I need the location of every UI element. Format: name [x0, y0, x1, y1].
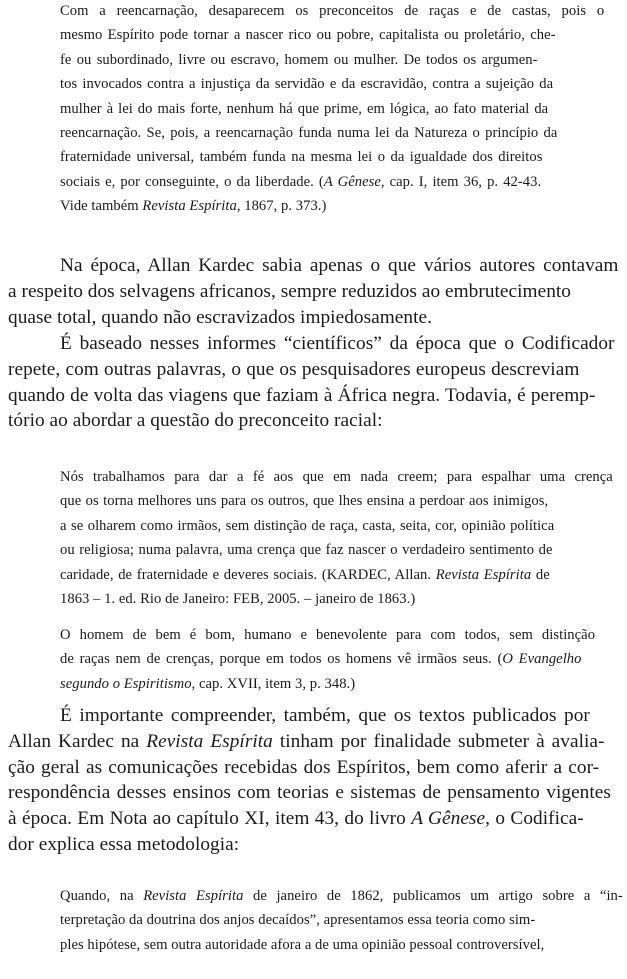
- text-line: ou religiosa; numa palavra, uma crença que faz nascer o verdadeiro sentimento de: [60, 542, 553, 559]
- text-line: ção geral as comunicações recebidas dos Espíritos, bem como aferir a cor-: [8, 756, 600, 778]
- text-line: É importante compreender, também, que os textos publicados por: [60, 705, 590, 726]
- text-line: respondência desses ensinos com teorias e sistemas de pensamento vigentes: [8, 782, 611, 804]
- italic-title: A Gênese: [323, 173, 381, 190]
- text-line: de raças nem de crenças, porque em todos os homens vê irmãos seus. (O Evangelho: [60, 651, 582, 668]
- italic-title: A Gênese: [411, 808, 486, 830]
- text-line: a respeito dos selvagens africanos, sempre reduzidos ao embrutecimento: [8, 280, 571, 302]
- text-line: Allan Kardec na Revista Espírita tinham por finalidade submeter à avalia-: [8, 730, 605, 752]
- text-line: O homem de bem é bom, humano e benevolente para com todos, sem distinção: [60, 627, 596, 643]
- text-line: sociais e, por conseguinte, o da liberdade. (A Gênese, cap. I, item 36, p. 42-43.: [60, 173, 542, 190]
- block-quote-reencarnacao: [60, 0, 604, 219]
- italic-title: Revista Espírita: [142, 198, 237, 215]
- italic-title: segundo o Espiritismo: [60, 675, 192, 692]
- text-line: que os torna melhores uns para os outros, que lhes ensina a perdoar aos inimigos,: [60, 493, 549, 510]
- italic-title: Revista Espírita: [435, 566, 532, 583]
- block-quote-quando-na-revista: [60, 884, 623, 957]
- text-line: Com a reencarnação, desaparecem os preconceitos de raças e de castas, pois o: [60, 3, 605, 19]
- text-line: 1863 – 1. ed. Rio de Janeiro: FEB, 2005. – janeiro de 1863.): [60, 591, 416, 608]
- text-line: Quando, na Revista Espírita de janeiro de 1862, publicamos um artigo sobre a “in-: [60, 888, 623, 904]
- text-line: fe ou subordinado, livre ou escravo, homem ou mulher. De todos os argumen-: [60, 51, 538, 68]
- text-line: tos invocados contra a injustiça da servidão e da escravidão, contra a sujeição da: [60, 76, 554, 93]
- text-line: terpretação da doutrina dos anjos decaídos”, apresentamos essa teoria como sim-: [60, 912, 536, 929]
- paragraph-e-importante: [8, 703, 611, 858]
- text-line: repete, com outras palavras, o que os pesquisadores europeus descreviam: [8, 358, 580, 380]
- text-line: segundo o Espiritismo, cap. XVII, item 3, p. 348.): [60, 675, 356, 692]
- text-line: a se olharem como irmãos, sem distinção de raça, casta, seita, cor, opinião política: [60, 517, 555, 534]
- text-line: mulher à lei do mais forte, nenhum há que prime, em lógica, ao fato material da: [60, 100, 549, 117]
- text-line: ples hipótese, sem outra autoridade afora a de uma opinião pessoal controversível,: [60, 936, 545, 953]
- text-line: caridade, de fraternidade e deveres sociais. (KARDEC, Allan. Revista Espírita de: [60, 566, 550, 583]
- text-line: É baseado nesses informes “científicos” da época que o Codificador: [60, 333, 615, 354]
- paragraph-e-baseado: [8, 331, 615, 434]
- text-line: Nós trabalhamos para dar a fé aos que em nada creem; para espalhar uma crença: [60, 469, 613, 485]
- text-line: dor explica essa metodologia:: [8, 833, 240, 855]
- italic-title: Revista Espírita: [143, 888, 244, 904]
- text-line: fraternidade universal, também funda na mesma lei o da igualdade dos direitos: [60, 149, 543, 166]
- text-line: reencarnação. Se, pois, a reencarnação funda numa lei da Natureza o princípio da: [60, 125, 558, 142]
- text-line: Na época, Allan Kardec sabia apenas o que vários autores contavam: [60, 255, 619, 276]
- text-line: quando de volta das viagens que faziam à África negra. Todavia, é peremp-: [8, 384, 596, 406]
- text-line: mesmo Espírito pode tornar a nascer rico ou pobre, capitalista ou proletário, che-: [60, 27, 556, 44]
- paragraph-na-epoca: [8, 253, 618, 330]
- text-line: Vide também Revista Espírita, 1867, p. 373.): [60, 198, 327, 215]
- text-line: tório ao abordar a questão do preconceito racial:: [8, 410, 383, 432]
- block-quote-homem-de-bem: [60, 623, 595, 696]
- text-line: quase total, quando não escravizados impiedosamente.: [8, 306, 432, 328]
- block-quote-nos-trabalhamos: [60, 465, 613, 611]
- italic-title: Revista Espírita: [146, 730, 273, 752]
- text-line: à época. Em Nota ao capítulo XI, item 43, do livro A Gênese, o Codifica-: [8, 808, 584, 830]
- italic-title: O Evangelho: [502, 651, 582, 668]
